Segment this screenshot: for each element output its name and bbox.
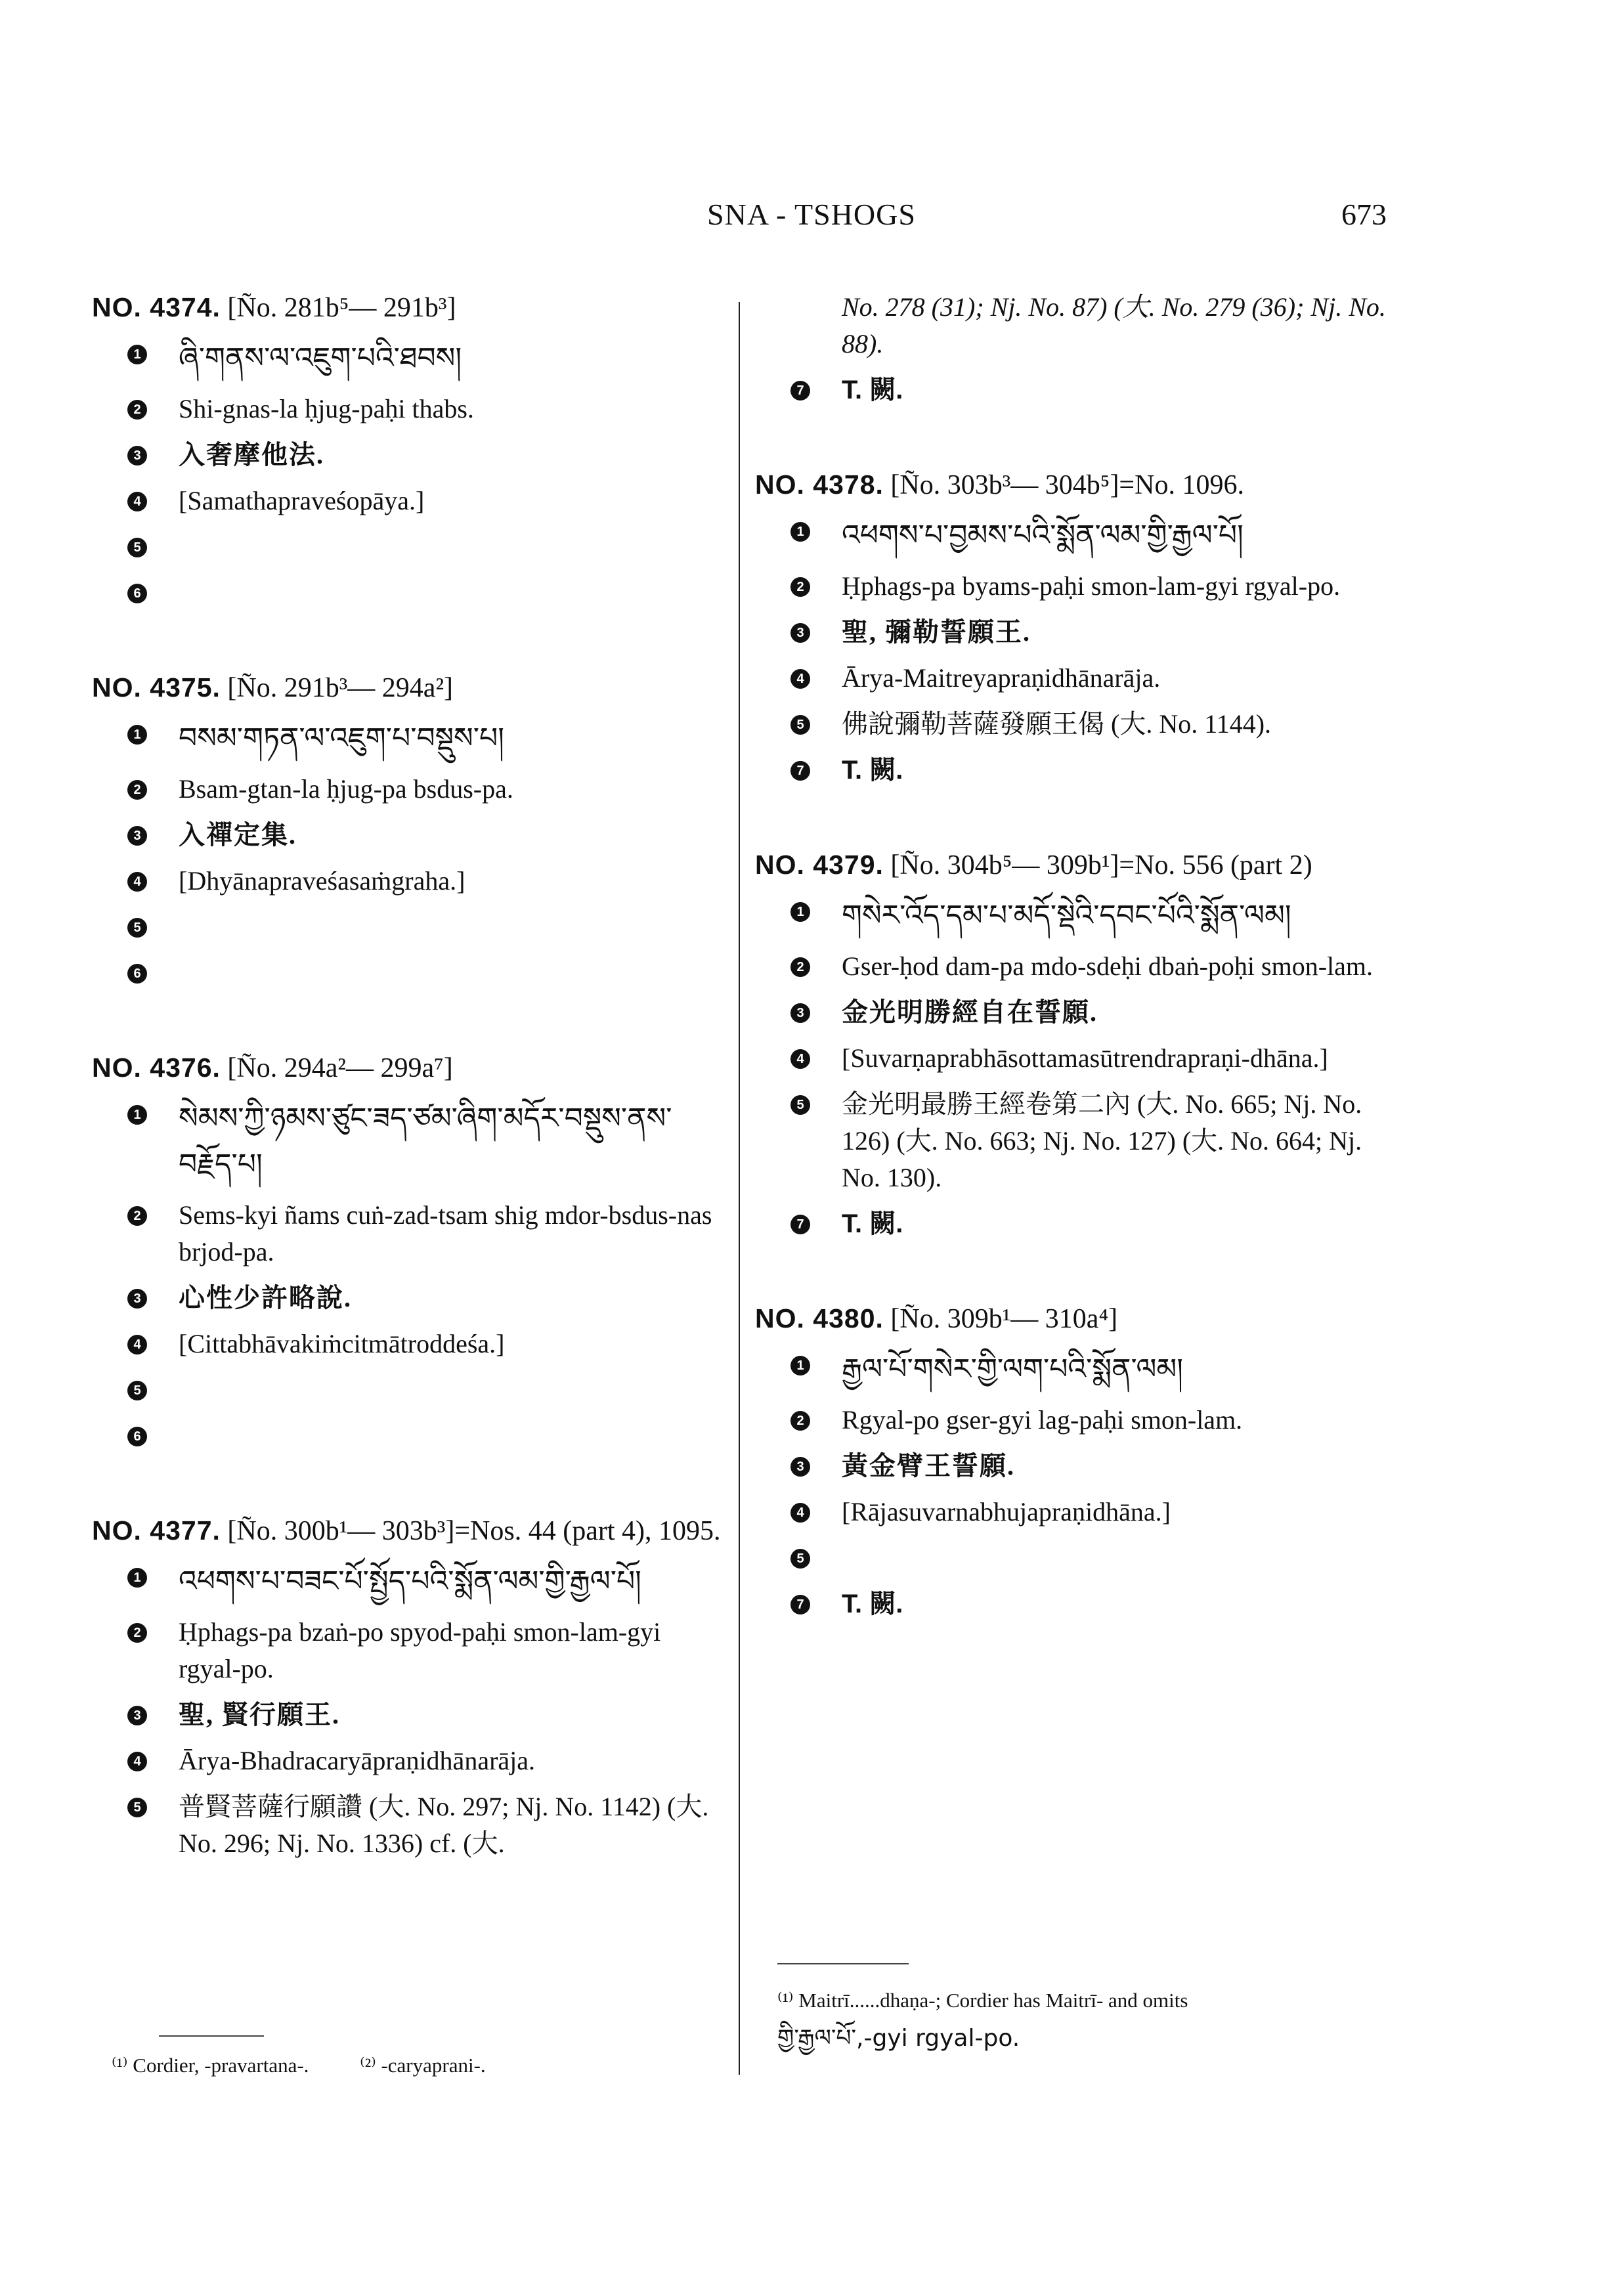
entry-item: [755, 1540, 1392, 1576]
item-text: [Samathapraveśopāya.]: [179, 486, 425, 515]
entry-item: [755, 893, 1392, 939]
bullet-marker: 5: [127, 918, 147, 938]
entry-item: [92, 529, 729, 565]
catalog-entry: [92, 669, 729, 991]
item-text: [Rājasuvarnabhujapraṇidhāna.]: [842, 1497, 1171, 1527]
entry-reference: [Ño. 300b¹— 303b³]=Nos. 44 (part 4), 1095.: [227, 1516, 721, 1546]
bullet-marker: 3: [127, 1289, 147, 1309]
bullet-marker: 7: [790, 1215, 810, 1234]
entry-number: NO. 4379.: [755, 850, 884, 880]
entry-item: [755, 1494, 1392, 1530]
entry-item: [92, 909, 729, 945]
entry-item: [755, 568, 1392, 605]
entry-reference: [Ño. 291b³— 294a²]: [227, 673, 454, 703]
catalog-entry: [92, 289, 729, 611]
bullet-marker: 1: [790, 1356, 810, 1375]
entry-item: [92, 716, 729, 762]
bullet-marker: 2: [127, 1206, 147, 1226]
bullet-marker: 7: [790, 1595, 810, 1614]
footnote-rule: [159, 2035, 264, 2037]
bullet-marker: 1: [127, 1568, 147, 1588]
bullet-marker: 2: [127, 400, 147, 420]
entry-item: [92, 1788, 729, 1862]
entry-item: [92, 483, 729, 519]
bullet-marker: 2: [127, 1623, 147, 1643]
entry-item: [92, 1280, 729, 1316]
bullet-marker: 3: [127, 826, 147, 846]
entry-item: [755, 706, 1392, 743]
entry-item: [92, 574, 729, 611]
catalog-entry: [755, 846, 1392, 1242]
item-text: Ḥphags-pa byams-paḥi smon-lam-gyi rgyal-po.: [842, 571, 1341, 601]
entry-item: [755, 513, 1392, 559]
entry-item: [755, 1205, 1392, 1242]
chinese-title: 心性少許略說.: [179, 1283, 352, 1312]
item-text: Ārya-Maitreyapraṇidhānarāja.: [842, 663, 1161, 693]
entry-item: [92, 1559, 729, 1605]
catalog-entry: [755, 1300, 1392, 1622]
chinese-title: 金光明勝經自在誓願.: [842, 997, 1098, 1027]
bullet-marker: 6: [127, 584, 147, 603]
entry-number: NO. 4378.: [755, 469, 884, 500]
bullet-marker: 6: [127, 964, 147, 984]
item-text: Bsam-gtan-la ḥjug-pa bsdus-pa.: [179, 774, 513, 804]
entry-item: [92, 336, 729, 381]
entry-item: [755, 948, 1392, 985]
bullet-marker: 5: [790, 1549, 810, 1569]
page-header: [0, 197, 1623, 249]
item-text: Shi-gnas-la ḥjug-paḥi thabs.: [179, 394, 474, 423]
item-text: Sems-kyi ñams cuṅ-zad-tsam shig mdor-bsdus-nas brjod-pa.: [179, 1200, 712, 1267]
running-head: SNA - TSHOGS: [707, 198, 916, 231]
bullet-marker: 5: [790, 1095, 810, 1115]
entry-item: [92, 863, 729, 899]
right-entries: [755, 466, 1392, 1622]
entry-item: [755, 1347, 1392, 1393]
footnotes-right: [777, 1982, 1401, 2058]
chinese-title: 聖, 彌勒誓願王.: [842, 617, 1031, 647]
footnote-continued: གྱི་རྒྱལ་པོ་,-gyi rgyal-po.: [777, 2025, 1020, 2052]
item-text: Gser-ḥod dam-pa mdo-sdeḥi dbaṅ-poḥi smon-lam.: [842, 951, 1374, 981]
bullet-marker: 3: [790, 1003, 810, 1023]
entry-item: [92, 1743, 729, 1779]
entry-item: [755, 660, 1392, 697]
bullet-marker: 4: [790, 1049, 810, 1069]
tibetan-title: སེམས་ཀྱི་ཉམས་ཙུང་ཟད་ཙམ་ཞིག་མདོར་བསྡུས་ནས་བརྗོད་པ།: [179, 1102, 672, 1181]
entry-number: NO. 4380.: [755, 1303, 884, 1333]
entry-item: [92, 1197, 729, 1270]
bullet-marker: 5: [127, 538, 147, 557]
item-text: 金光明最勝王經卷第二內 (大. No. 665; Nj. No. 126) (大. No. 663; Nj. No. 127) (大. No. 664; Nj. No. 130).: [842, 1089, 1362, 1192]
entry-item: [92, 1614, 729, 1687]
entry-number: NO. 4377.: [92, 1515, 221, 1546]
chinese-title: 入奢摩他法.: [179, 440, 324, 469]
entry-number: NO. 4374.: [92, 292, 221, 322]
entry-reference: [Ño. 304b⁵— 309b¹]=No. 556 (part 2): [890, 850, 1312, 880]
bullet-marker: 7: [790, 381, 810, 401]
item-text: [Dhyānapraveśasaṁgraha.]: [179, 866, 465, 896]
footnotes-left: [112, 2054, 703, 2077]
catalog-entry: [92, 1512, 729, 1862]
entry-heading: [755, 846, 1392, 884]
entry-item: [92, 1372, 729, 1408]
footnote-rule: [777, 1963, 909, 1964]
entry-heading: [92, 289, 729, 326]
bullet-marker: 2: [127, 780, 147, 800]
entry-reference: [Ño. 309b¹— 310a⁴]: [890, 1304, 1118, 1334]
bullet-marker: 4: [790, 1503, 810, 1523]
bullet-marker: 4: [127, 492, 147, 511]
entry-item: [92, 437, 729, 473]
entry-item: [755, 1086, 1392, 1196]
bullet-marker: 2: [790, 577, 810, 597]
bullet-marker: 2: [790, 957, 810, 977]
bullet-marker: 4: [127, 1752, 147, 1771]
entry-item: [92, 771, 729, 808]
entry-heading: [92, 669, 729, 706]
bullet-marker: 4: [790, 669, 810, 689]
tibetan-title: གསེར་འོད་དམ་པ་མདོ་སྡེའི་དབང་པོའི་སྨོན་ལམ།: [842, 899, 1291, 932]
entry-reference: [Ño. 294a²— 299a⁷]: [227, 1053, 453, 1083]
page-number: 673: [1341, 198, 1387, 231]
footnote: ⁽¹⁾ Maitrī......dhaṇa-; Cordier has Maitrī- and omits: [777, 1989, 1188, 2012]
bullet-marker: 3: [127, 446, 147, 466]
bullet-marker: 3: [790, 1457, 810, 1477]
bullet-marker: 1: [127, 1105, 147, 1125]
item-text: T. 闕.: [842, 1590, 903, 1618]
entry-item: [755, 1040, 1392, 1077]
bullet-marker: 5: [790, 715, 810, 735]
bullet-marker: 4: [127, 872, 147, 892]
chinese-title: 黃金臂王誓願.: [842, 1451, 1015, 1481]
entry-item: [755, 994, 1392, 1031]
item-text: T. 闕.: [842, 756, 903, 785]
catalog-entry: [92, 1049, 729, 1454]
item-text: T. 闕.: [842, 376, 903, 404]
item-text: Ārya-Bhadracaryāpraṇidhānarāja.: [179, 1746, 536, 1775]
item-text: [Suvarṇaprabhāsottamasūtrendrapraṇi-dhāna.]: [842, 1043, 1328, 1073]
chinese-title: 聖, 賢行願王.: [179, 1700, 340, 1729]
bullet-marker: 3: [127, 1706, 147, 1725]
entry-item: [755, 1586, 1392, 1622]
bullet-marker: 1: [790, 902, 810, 922]
tibetan-title: རྒྱལ་པོ་གསེར་གྱི་ལག་པའི་སྨོན་ལམ།: [842, 1353, 1184, 1386]
item-text: T. 闕.: [842, 1209, 903, 1238]
entry-item: [92, 1096, 729, 1188]
entry-item: [92, 391, 729, 427]
bullet-marker: 7: [790, 761, 810, 781]
item-text: 普賢菩薩行願讚 (大. No. 297; Nj. No. 1142) (大. No. 296; Nj. No. 1336) cf. (大.: [179, 1792, 709, 1858]
entry-heading: [92, 1512, 729, 1549]
entry-item: [92, 817, 729, 854]
entry-item: [92, 1418, 729, 1454]
continuation-item: [755, 372, 1392, 408]
bullet-marker: 5: [127, 1381, 147, 1400]
tibetan-title: འཕགས་པ་བཟང་པོ་སྤྱོད་པའི་སྨོན་ལམ་གྱི་རྒྱལ་པོ།: [179, 1565, 641, 1598]
item-text: Rgyal-po gser-gyi lag-paḥi smon-lam.: [842, 1405, 1243, 1435]
entry-item: [92, 1697, 729, 1733]
chinese-title: 入禪定集.: [179, 820, 297, 850]
bullet-marker: 1: [790, 522, 810, 542]
left-column: [92, 289, 729, 1920]
entry-reference: [Ño. 303b³— 304b⁵]=No. 1096.: [890, 470, 1244, 500]
bullet-marker: 4: [127, 1335, 147, 1354]
entry-item: [755, 1448, 1392, 1484]
entry-item: [755, 1402, 1392, 1439]
bullet-marker: 6: [127, 1427, 147, 1446]
bullet-marker: 5: [127, 1798, 147, 1817]
item-text: 佛說彌勒菩薩發願王偈 (大. No. 1144).: [842, 709, 1272, 739]
entry-item: [92, 1326, 729, 1362]
tibetan-title: བསམ་གཏན་ལ་འཇུག་པ་བསྡུས་པ།: [179, 722, 504, 755]
tibetan-title: ཞི་གནས་ལ་འཇུག་པའི་ཐབས།: [179, 341, 462, 375]
bullet-marker: 3: [790, 623, 810, 643]
footnote: ⁽²⁾ -caryaprani-.: [360, 2054, 486, 2077]
entry-heading: [755, 1300, 1392, 1337]
continuation-text: No. 278 (31); Nj. No. 87) (大. No. 279 (36); Nj. No. 88).: [842, 292, 1386, 358]
entry-heading: [755, 466, 1392, 504]
footnote: ⁽¹⁾ Cordier, -pravartana-.: [112, 2054, 309, 2077]
entry-item: [755, 614, 1392, 651]
bullet-marker: 1: [127, 345, 147, 364]
right-column: [755, 289, 1392, 1680]
entry-heading: [92, 1049, 729, 1087]
entry-number: NO. 4375.: [92, 672, 221, 703]
item-text: [Cittabhāvakiṁcitmātroddeśa.]: [179, 1329, 505, 1358]
bullet-marker: 1: [127, 725, 147, 745]
item-text: Ḥphags-pa bzaṅ-po spyod-paḥi smon-lam-gyi rgyal-po.: [179, 1617, 661, 1683]
bullet-marker: 2: [790, 1411, 810, 1431]
entry-item: [92, 955, 729, 991]
entry-number: NO. 4376.: [92, 1052, 221, 1083]
entry-reference: [Ño. 281b⁵— 291b³]: [227, 293, 456, 323]
tibetan-title: འཕགས་པ་བྱམས་པའི་སྨོན་ལམ་གྱི་རྒྱལ་པོ།: [842, 519, 1244, 552]
catalog-entry: [755, 466, 1392, 789]
entry-item: [755, 752, 1392, 789]
column-divider: [739, 302, 740, 2075]
